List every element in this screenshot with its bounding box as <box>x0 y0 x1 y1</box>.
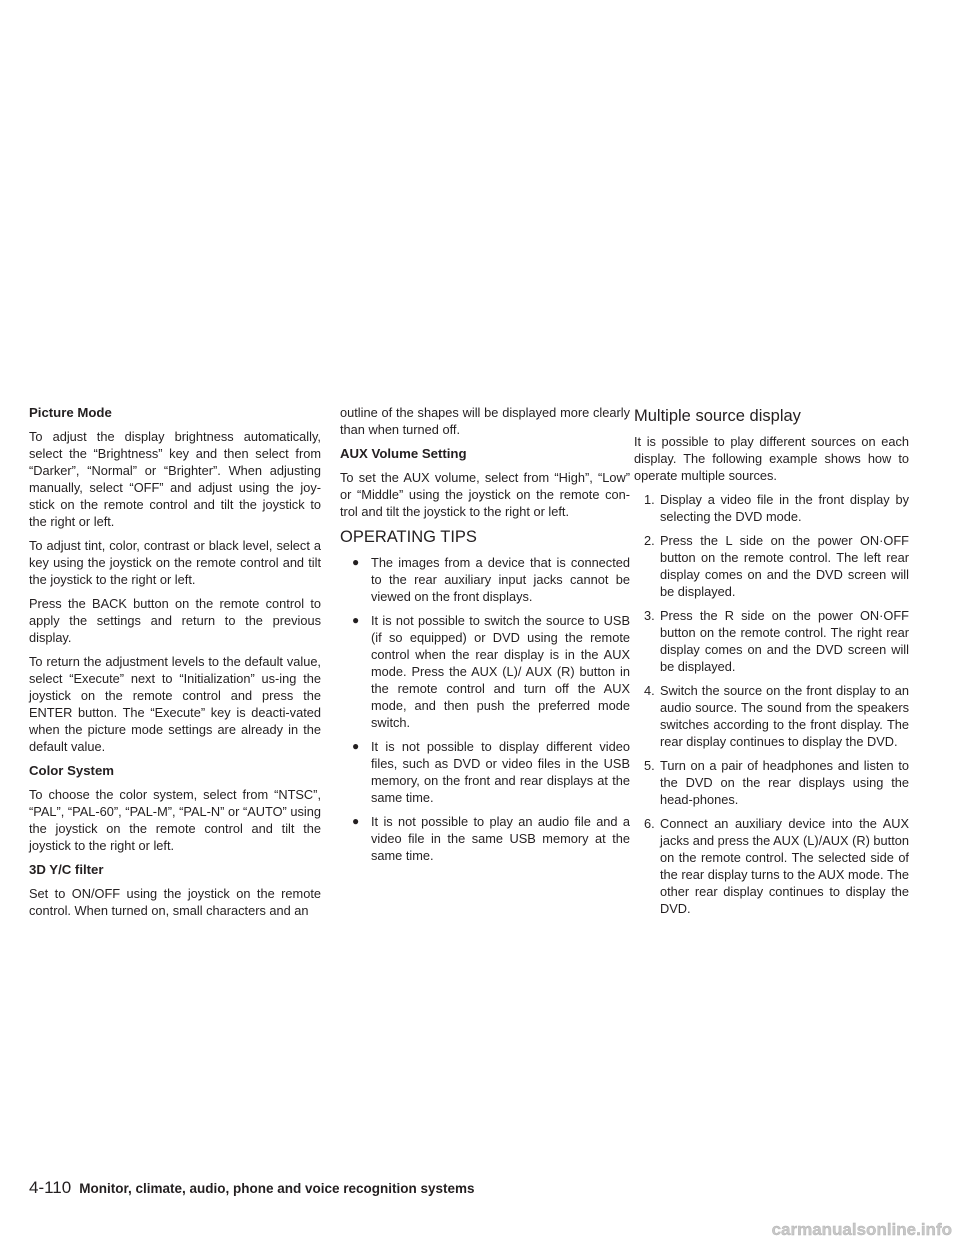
yc-filter-paragraph: Set to ON/OFF using the joystick on the remote control. When turned on, small characters and an <box>29 886 321 918</box>
picture-mode-paragraph-1: To adjust the display brightness automatically, select the “Brightness” key and then select from “Darker”, “Normal” or “Brighter”. When adjusting manually, select “OFF” and adjust using the joy-stick on the remote control and tilt the joystick to the right or left. <box>29 429 321 529</box>
bullet-icon: ● <box>352 739 360 753</box>
step-text: Press the R side on the power ON·OFF button on the remote control. The right rear display comes on and the DVD screen will be displayed. <box>660 608 909 674</box>
aux-volume-paragraph: To set the AUX volume, select from “High”, “Low” or “Middle” using the joystick on the remote con-trol and tilt the joystick to the right or left. <box>340 470 630 519</box>
step-number: 2. <box>644 533 655 548</box>
step-number: 1. <box>644 492 655 507</box>
heading-3d-yc-filter: 3D Y/C filter <box>29 862 104 877</box>
list-item <box>634 491 909 525</box>
watermark <box>0 1218 960 1242</box>
picture-mode-paragraph-2: To adjust tint, color, contrast or black level, select a key using the joystick on the remote control and tilt the joystick to the right or left. <box>29 538 321 587</box>
step-number: 5. <box>644 758 655 773</box>
column-3 <box>634 404 909 924</box>
picture-mode-paragraph-4: To return the adjustment levels to the default value, select “Execute” next to “Initialization” us-ing the joystick on the remote control and press the ENTER button. The “Execute” key is deacti-vated when the picture mode settings are already in the default value. <box>29 654 321 754</box>
step-text: Connect an auxiliary device into the AUX jacks and press the AUX (L)/AUX (R) button on the remote control. The selected side of the rear display turns to the AUX mode. The other rear display continues to display the DVD. <box>660 816 909 916</box>
color-system-paragraph: To choose the color system, select from “NTSC”, “PAL”, “PAL-60”, “PAL-M”, “PAL-N” or “AUTO” using the joystick on the remote control and tilt the joystick to the right or left. <box>29 787 321 853</box>
column-1 <box>29 404 321 926</box>
heading-picture-mode: Picture Mode <box>29 405 112 420</box>
step-number: 4. <box>644 683 655 698</box>
heading-multiple-source-display: Multiple source display <box>634 407 801 425</box>
list-item <box>340 813 630 864</box>
list-item <box>340 612 630 731</box>
heading-operating-tips: OPERATING TIPS <box>340 528 477 546</box>
list-item <box>340 738 630 806</box>
list-item-text: It is not possible to play an audio file and a video file in the same USB memory at the same time. <box>371 814 630 863</box>
bullet-icon: ● <box>352 613 360 627</box>
step-text: Press the L side on the power ON·OFF button on the remote control. The left rear display comes on and the DVD screen will be displayed. <box>660 533 909 599</box>
step-text: Turn on a pair of headphones and listen to the DVD on the rear displays using the head-phones. <box>660 758 909 807</box>
list-item <box>634 532 909 600</box>
multiple-source-steps <box>634 491 909 917</box>
heading-color-system: Color System <box>29 763 115 778</box>
bullet-icon: ● <box>352 555 360 569</box>
operating-tips-list <box>340 554 630 864</box>
step-text: Display a video file in the front display by selecting the DVD mode. <box>660 492 909 524</box>
column-2 <box>340 404 630 871</box>
list-item-text: It is not possible to switch the source to USB (if so equipped) or DVD using the remote control when the rear display is in the AUX mode. Press the AUX (L)/ AUX (R) button in the remote control and turn off the AUX mode, and then push the preferred mode switch. <box>371 613 630 730</box>
chapter-title: Monitor, climate, audio, phone and voice recognition systems <box>79 1181 475 1196</box>
list-item <box>634 607 909 675</box>
bullet-icon: ● <box>352 814 360 828</box>
picture-mode-paragraph-3: Press the BACK button on the remote control to apply the settings and return to the previous display. <box>29 596 321 645</box>
yc-filter-paragraph-continued: outline of the shapes will be displayed more clearly than when turned off. <box>340 405 630 437</box>
watermark-svg <box>0 1218 960 1242</box>
step-number: 3. <box>644 608 655 623</box>
heading-aux-volume-setting: AUX Volume Setting <box>340 446 467 461</box>
list-item <box>634 757 909 808</box>
step-text: Switch the source on the front display to an audio source. The sound from the speakers switches according to the front display. The rear display continues to display the DVD. <box>660 683 909 749</box>
list-item <box>634 815 909 917</box>
list-item <box>634 682 909 750</box>
step-number: 6. <box>644 816 655 831</box>
page-number: 4-110 <box>29 1178 72 1197</box>
multiple-source-intro: It is possible to play different sources on each display. The following example shows how to operate multiple sources. <box>634 434 909 483</box>
list-item-text: It is not possible to display different video files, such as DVD or video files in the USB memory, on the front and rear displays at the same time. <box>371 739 630 805</box>
list-item-text: The images from a device that is connected to the rear auxiliary input jacks cannot be viewed on the front displays. <box>371 555 630 604</box>
page-footer <box>29 1177 475 1199</box>
list-item <box>340 554 630 605</box>
watermark-text: carmanualsonline.info <box>771 1220 952 1239</box>
